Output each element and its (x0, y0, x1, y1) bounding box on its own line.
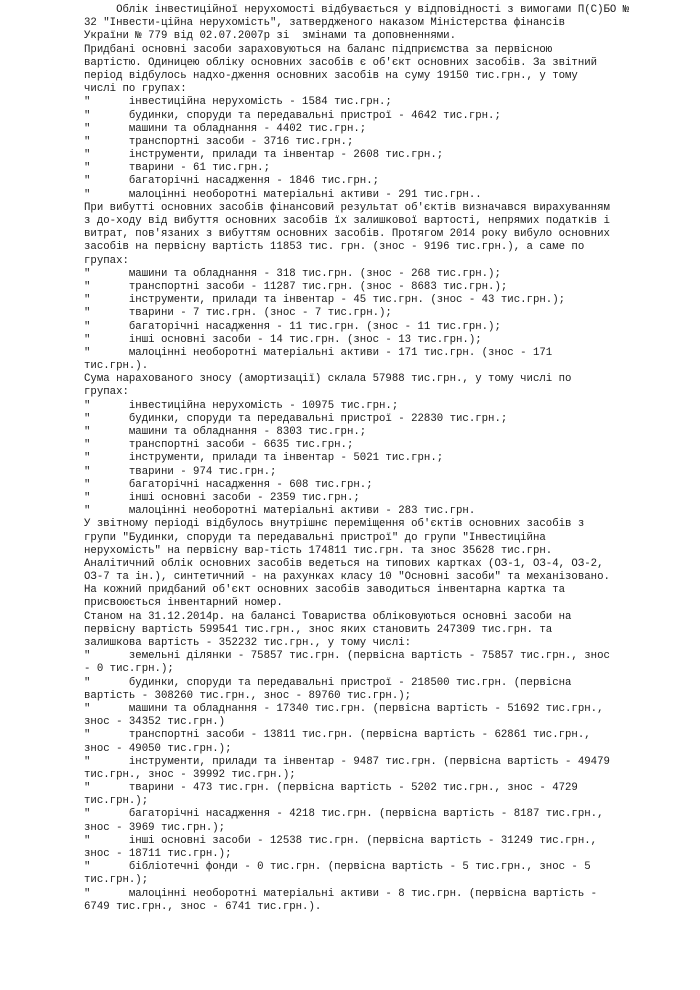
text-line: На кожний придбаний об'єкт основних засобів заводиться інвентарна картка та (84, 584, 566, 597)
text-line: " інвестиційна нерухомість - 1584 тис.грн.; (84, 96, 392, 109)
text-line: Сума нарахованого зносу (амортизації) склала 57988 тис.грн., у тому числі по (84, 373, 572, 386)
paragraph-acquired (84, 44, 694, 202)
text-line: залишкова вартість - 352232 тис.грн., у тому числі: (84, 637, 412, 649)
text-line: " інші основні засоби - 12538 тис.грн. (первісна вартість - 31249 тис.грн., (84, 834, 598, 847)
text-line: України № 779 від 02.07.2007р зі змінами та доповненнями. (84, 30, 456, 43)
text-line: " малоцінні необоротні матеріальні активи - 291 тис.грн.. (84, 188, 482, 201)
text-line: 32 "Інвести-ційна нерухомість", затвердженого наказом Міністерства фінансів (84, 17, 566, 30)
text-line: тис.грн.); (84, 795, 149, 808)
text-line: " машини та обладнання - 17340 тис.грн. (первісна вартість - 51692 тис.грн., (84, 702, 604, 715)
text-line: " будинки, споруди та передавальні пристрої - 22830 тис.грн.; (84, 412, 508, 425)
text-line: " інвестиційна нерухомість - 10975 тис.грн.; (84, 399, 399, 412)
text-line: присвоюється інвентарний номер. (84, 597, 283, 610)
text-line: засобів на первісну вартість 11853 тис. грн. (знос - 9196 тис.грн.), а саме по (84, 241, 585, 254)
text-line: знос - 3969 тис.грн.); (84, 821, 226, 834)
text-line: " інструменти, прилади та інвентар - 9487 тис.грн. (первісна вартість - 49479 (84, 755, 610, 768)
text-line: " малоцінні необоротні матеріальні активи - 171 тис.грн. (знос - 171 (84, 346, 553, 359)
text-line: " транспортні засоби - 6635 тис.грн.; (84, 439, 354, 452)
text-line: " малоцінні необоротні матеріальні активи - 283 тис.грн. (84, 505, 476, 518)
text-line: первісну вартість 599541 тис.грн., знос яких становить 247309 тис.грн. та (84, 623, 553, 636)
text-line: " інструменти, прилади та інвентар - 5021 тис.грн.; (84, 452, 444, 465)
paragraph-disposal (84, 202, 694, 373)
text-line: " тварини - 7 тис.грн. (знос - 7 тис.грн.); (84, 307, 392, 320)
text-line: групах: (84, 386, 129, 399)
text-line: При вибутті основних засобів фінансовий результат об'єктів визначався вирахуванням (84, 201, 610, 214)
text-line: групах: (84, 254, 129, 267)
text-line: " інші основні засоби - 14 тис.грн. (знос - 13 тис.грн.); (84, 333, 482, 346)
text-line: " інструменти, прилади та інвентар - 45 тис.грн. (знос - 43 тис.грн.); (84, 294, 566, 307)
paragraph-transfer (84, 518, 694, 610)
text-line: - 0 тис.грн.); (84, 663, 174, 676)
text-line: вартість - 308260 тис.грн., знос - 89760 тис.грн.); (84, 689, 412, 702)
text-line: " машини та обладнання - 8303 тис.грн.; (84, 426, 367, 438)
text-line: Облік інвестиційної нерухомості відбувається у відповідності з вимогами П(С)БО № (84, 4, 630, 16)
text-line: " тварини - 974 тис.грн.; (84, 465, 277, 478)
text-line: знос - 49050 тис.грн.); (84, 742, 232, 755)
text-line: " будинки, споруди та передавальні пристрої - 218500 тис.грн. (первісна (84, 676, 572, 689)
text-line: знос - 18711 тис.грн.); (84, 848, 232, 860)
text-line: нерухомість" на первісну вар-тість 174811 тис.грн. та знос 35628 тис.грн. (84, 544, 553, 557)
text-line: групи "Будинки, споруди та передавальні пристрої" до групи "Інвестиційна (84, 531, 546, 544)
text-line: вартістю. Одиницею обліку основних засобів є об'єкт основних засобів. За звітний (84, 56, 598, 69)
text-line: " інструменти, прилади та інвентар - 2608 тис.грн.; (84, 149, 444, 162)
text-line: тис.грн.). (84, 360, 149, 373)
document-page (84, 4, 694, 914)
text-line: знос - 34352 тис.грн.) (84, 716, 226, 729)
text-line: " інші основні засоби - 2359 тис.грн.; (84, 491, 360, 504)
text-line: тис.грн.); (84, 874, 149, 887)
text-line: " малоцінні необоротні матеріальні активи - 8 тис.грн. (первісна вартість - (84, 887, 598, 900)
text-line: " багаторічні насадження - 4218 тис.грн. (первісна вартість - 8187 тис.грн., (84, 808, 604, 821)
text-line: " тварини - 473 тис.грн. (первісна вартість - 5202 тис.грн., знос - 4729 (84, 782, 578, 795)
text-line: період відбулось надхо-дження основних засобів на суму 19150 тис.грн., у тому (84, 69, 578, 82)
text-line: " багаторічні насадження - 11 тис.грн. (знос - 11 тис.грн.); (84, 320, 501, 333)
paragraph-intro (84, 4, 694, 44)
text-line: Станом на 31.12.2014р. на балансі Товариства обліковуються основні засоби на (84, 610, 572, 623)
text-line: " машини та обладнання - 4402 тис.грн.; (84, 122, 367, 135)
text-line: " транспортні засоби - 13811 тис.грн. (первісна вартість - 62861 тис.грн., (84, 729, 591, 742)
text-line: Придбані основні засоби зараховуються на баланс підприємства за первісною (84, 43, 553, 56)
text-line: тис.грн., знос - 39992 тис.грн.); (84, 768, 296, 781)
text-line: У звітному періоді відбулось внутрішнє переміщення об'єктів основних засобів з (84, 518, 585, 531)
text-line: " багаторічні насадження - 1846 тис.грн.; (84, 175, 380, 188)
text-line: " машини та обладнання - 318 тис.грн. (знос - 268 тис.грн.); (84, 267, 501, 280)
text-line: витрат, пов'язаних з вибуттям основних засобів. Протягом 2014 року вибуло основних (84, 228, 610, 241)
text-line: " бібліотечні фонди - 0 тис.грн. (первісна вартість - 5 тис.грн., знос - 5 (84, 861, 591, 874)
paragraph-balance (84, 611, 694, 914)
text-line: числі по групах: (84, 83, 187, 96)
text-line: ОЗ-7 та ін.), синтетичний - на рахунках класу 10 "Основні засоби" та механізовано. (84, 571, 610, 584)
text-line: з до-ходу від вибуття основних засобів їх залишкової вартості, непрямих податків і (84, 215, 610, 227)
text-line: " тварини - 61 тис.грн.; (84, 162, 270, 175)
text-line: " будинки, споруди та передавальні пристрої - 4642 тис.грн.; (84, 109, 501, 122)
paragraph-depreciation (84, 373, 694, 518)
text-line: 6749 тис.грн., знос - 6741 тис.грн.). (84, 900, 322, 913)
text-line: " багаторічні насадження - 608 тис.грн.; (84, 478, 373, 491)
text-line: Аналітичний облік основних засобів ведеться на типових картках (ОЗ-1, ОЗ-4, ОЗ-2, (84, 557, 604, 570)
text-line: " транспортні засоби - 11287 тис.грн. (знос - 8683 тис.грн.); (84, 280, 508, 293)
text-line: " транспортні засоби - 3716 тис.грн.; (84, 135, 354, 148)
text-line: " земельні ділянки - 75857 тис.грн. (первісна вартість - 75857 тис.грн., знос (84, 650, 610, 663)
